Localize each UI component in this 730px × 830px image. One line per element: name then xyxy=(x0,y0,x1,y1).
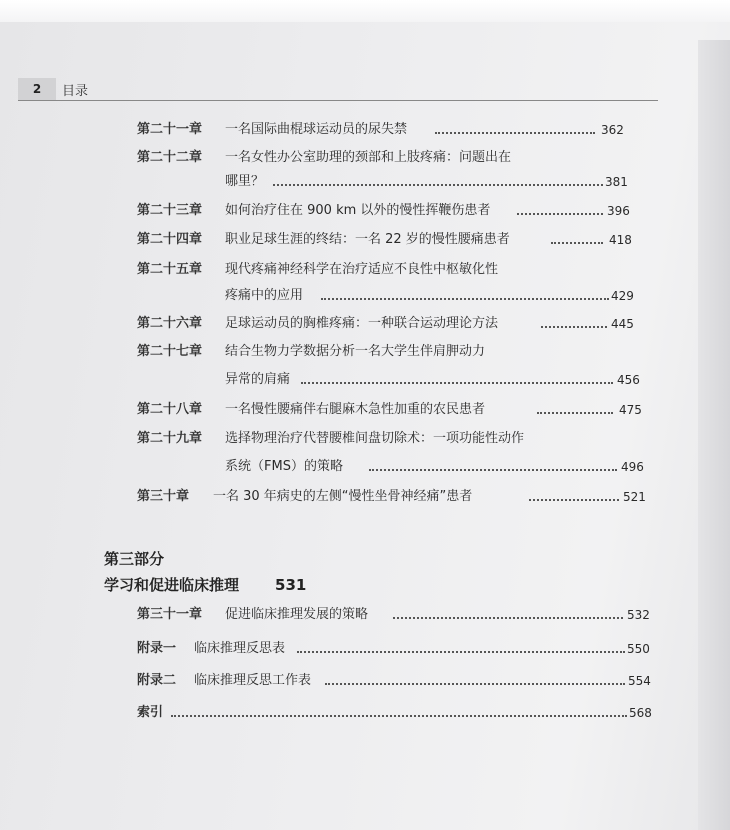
part-heading[interactable] xyxy=(104,574,306,595)
chapter-number: 第二十六章 xyxy=(137,316,203,331)
chapter-number: 第二十八章 xyxy=(137,402,203,417)
page-right-edge xyxy=(698,40,730,830)
toc-entry[interactable] xyxy=(137,150,627,192)
page-ref: 362 xyxy=(601,123,624,137)
chapter-number: 第二十五章 xyxy=(137,262,203,277)
leader-dots xyxy=(551,241,603,244)
page-ref: 521 xyxy=(623,490,646,504)
chapter-number: 第二十四章 xyxy=(137,232,203,247)
leader-dots xyxy=(297,650,625,653)
chapter-title: 促进临床推理发展的策略 xyxy=(225,607,369,622)
page-ref: 554 xyxy=(628,674,651,688)
chapter-title-continued: 异常的肩痛 xyxy=(225,372,291,387)
chapter-number: 第二十三章 xyxy=(137,203,203,218)
chapter-title: 一名国际曲棍球运动员的尿失禁 xyxy=(225,122,408,137)
page-top-edge xyxy=(0,0,730,22)
running-header: 目录 xyxy=(62,84,89,99)
toc-entry[interactable] xyxy=(137,489,652,509)
chapter-number: 附录二 xyxy=(137,673,177,688)
chapter-title: 如何治疗住在 900 km 以外的慢性挥鞭伤患者 xyxy=(225,203,491,218)
part-label: 第三部分 xyxy=(104,550,165,568)
page-ref: 418 xyxy=(609,233,632,247)
chapter-title-continued: 系统（FMS）的策略 xyxy=(225,459,343,474)
toc-entry[interactable] xyxy=(137,232,632,252)
leader-dots xyxy=(541,325,607,328)
header-divider xyxy=(18,100,658,101)
page-ref: 456 xyxy=(617,373,640,387)
chapter-title: 临床推理反思工作表 xyxy=(194,673,312,688)
chapter-title: 临床推理反思表 xyxy=(194,641,286,656)
page-ref: 445 xyxy=(611,317,634,331)
toc-entry[interactable] xyxy=(137,122,627,142)
leader-dots xyxy=(435,131,595,134)
chapter-title: 职业足球生涯的终结：一名 22 岁的慢性腰痛患者 xyxy=(225,232,510,247)
chapter-title-continued: 疼痛中的应用 xyxy=(225,288,304,303)
toc-entry[interactable] xyxy=(137,641,657,661)
leader-dots xyxy=(529,498,619,501)
page-ref: 568 xyxy=(629,706,652,720)
leader-dots xyxy=(369,468,617,471)
chapter-title: 选择物理治疗代替腰椎间盘切除术：一项功能性动作 xyxy=(225,431,525,446)
chapter-title: 现代疼痛神经科学在治疗适应不良性中枢敏化性 xyxy=(225,262,499,277)
leader-dots xyxy=(273,183,603,186)
page-ref: 396 xyxy=(607,204,630,218)
leader-dots xyxy=(325,682,625,685)
chapter-number: 索引 xyxy=(137,705,164,720)
page-ref: 475 xyxy=(619,403,642,417)
leader-dots xyxy=(171,714,627,717)
chapter-number: 第二十一章 xyxy=(137,122,203,137)
chapter-title: 结合生物力学数据分析一名大学生伴肩胛动力 xyxy=(225,344,486,359)
toc-entry[interactable] xyxy=(137,316,637,336)
chapter-title: 一名慢性腰痛伴右腿麻木急性加重的农民患者 xyxy=(225,402,486,417)
page-ref: 429 xyxy=(611,289,634,303)
chapter-number: 第三十章 xyxy=(137,489,190,504)
chapter-number: 附录一 xyxy=(137,641,177,656)
leader-dots xyxy=(321,297,609,300)
leader-dots xyxy=(393,616,623,619)
toc-entry[interactable] xyxy=(137,402,647,422)
toc-entry[interactable] xyxy=(137,344,640,388)
chapter-number: 第二十二章 xyxy=(137,150,203,165)
toc-entry[interactable] xyxy=(137,705,657,725)
toc-entry[interactable] xyxy=(137,673,657,693)
chapter-number: 第三十一章 xyxy=(137,607,203,622)
chapter-title: 一名女性办公室助理的颈部和上肢疼痛：问题出在 xyxy=(225,150,512,165)
leader-dots xyxy=(301,381,613,384)
chapter-title: 足球运动员的胸椎疼痛：一种联合运动理论方法 xyxy=(225,316,499,331)
chapter-number: 第二十九章 xyxy=(137,431,203,446)
toc-entry[interactable] xyxy=(137,431,652,477)
page-ref: 496 xyxy=(621,460,644,474)
leader-dots xyxy=(517,212,603,215)
toc-entry[interactable] xyxy=(137,607,657,627)
page-number: 2 xyxy=(18,78,56,100)
toc-entry[interactable] xyxy=(137,262,637,304)
page-ref: 550 xyxy=(627,642,650,656)
chapter-title: 一名 30 年病史的左侧“慢性坐骨神经痛”患者 xyxy=(213,489,473,504)
chapter-title-continued: 哪里？ xyxy=(225,174,265,189)
toc-entry[interactable] xyxy=(137,203,630,223)
page-ref: 532 xyxy=(627,608,650,622)
chapter-number: 第二十七章 xyxy=(137,344,203,359)
part-page-ref: 531 xyxy=(275,576,307,594)
page-ref: 381 xyxy=(605,175,628,189)
leader-dots xyxy=(537,411,613,414)
part-title: 学习和促进临床推理 xyxy=(104,576,240,594)
